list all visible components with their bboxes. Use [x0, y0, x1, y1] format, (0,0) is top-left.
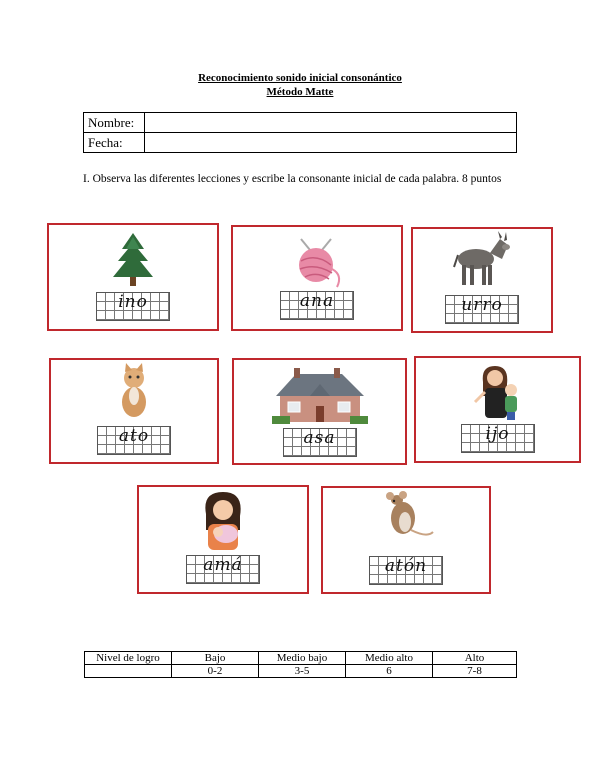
- mother-and-baby-icon: [196, 490, 250, 552]
- card-mother-and-baby: [137, 485, 309, 594]
- table-cell: [85, 665, 172, 678]
- pine-tree-icon: [108, 231, 158, 287]
- table-cell: 7-8: [433, 665, 517, 678]
- card-word: asa: [303, 428, 336, 448]
- card-yarn-ball: [231, 225, 403, 331]
- card-word: atón: [384, 556, 428, 576]
- achievement-table: [84, 651, 517, 678]
- table-cell: 3-5: [259, 665, 346, 678]
- card-word: ijo: [485, 424, 510, 444]
- house-icon: [272, 368, 368, 424]
- card-word: ino: [118, 292, 148, 312]
- date-field[interactable]: [145, 133, 517, 153]
- donkey-icon: [450, 231, 514, 289]
- card-mother-and-son: [414, 356, 581, 463]
- card-word: amá: [203, 555, 243, 575]
- card-word: ato: [118, 426, 150, 446]
- card-word: ana: [299, 291, 335, 311]
- mouse-icon: [375, 490, 437, 550]
- date-label: Fecha:: [84, 133, 145, 153]
- page-title: Reconocimiento sonido inicial consonántico: [198, 72, 402, 84]
- table-cell: Medio alto: [346, 652, 433, 665]
- name-field[interactable]: [145, 113, 517, 133]
- card-word: urro: [461, 295, 503, 315]
- table-row: [85, 665, 517, 678]
- card-house: [232, 358, 407, 465]
- instruction-text: I. Observa las diferentes lecciones y escribe la consonante inicial de cada palabra. 8 puntos: [83, 173, 502, 185]
- card-pine-tree: [47, 223, 219, 331]
- table-cell: 0-2: [172, 665, 259, 678]
- mother-and-son-icon: [473, 362, 523, 422]
- table-cell: Medio bajo: [259, 652, 346, 665]
- card-mouse: [321, 486, 491, 594]
- page-subtitle: Método Matte: [266, 86, 334, 98]
- card-cat: [49, 358, 219, 464]
- yarn-ball-icon: [287, 235, 347, 289]
- table-cell: 6: [346, 665, 433, 678]
- table-header-row: [85, 652, 517, 665]
- table-cell: Alto: [433, 652, 517, 665]
- name-label: Nombre:: [84, 113, 145, 133]
- table-cell: Nivel de logro: [85, 652, 172, 665]
- cat-icon: [113, 362, 155, 420]
- table-cell: Bajo: [172, 652, 259, 665]
- student-info-table: [83, 112, 517, 153]
- card-donkey: [411, 227, 553, 333]
